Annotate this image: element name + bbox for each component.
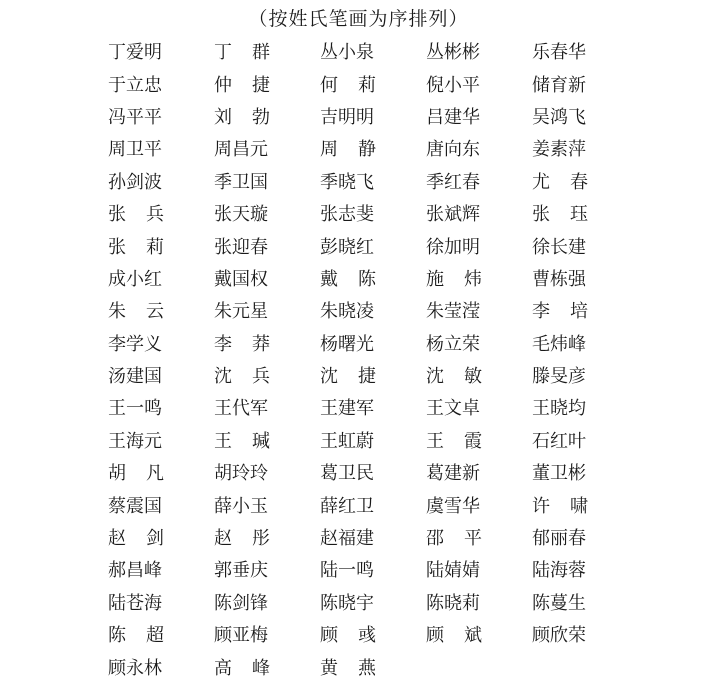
name-entry: 丁爱明 xyxy=(108,42,162,64)
name-entry: 赵 彤 xyxy=(214,528,270,550)
name-entry: 吴鸿飞 xyxy=(532,106,586,128)
name-entry: 顾永林 xyxy=(108,657,162,679)
name-entry: 薛小玉 xyxy=(214,495,268,517)
name-entry: 李 莽 xyxy=(214,333,270,355)
name-entry: 王海元 xyxy=(108,430,162,452)
name-entry: 吕建华 xyxy=(426,106,480,128)
name-entry: 胡 凡 xyxy=(108,463,164,485)
name-entry: 周卫平 xyxy=(108,139,162,161)
name-entry: 沈 敏 xyxy=(426,366,482,388)
name-entry: 高 峰 xyxy=(214,657,270,679)
name-entry: 陈晓莉 xyxy=(426,592,480,614)
name-entry: 郁丽春 xyxy=(532,528,586,550)
name-entry: 王代军 xyxy=(214,398,268,420)
name-entry: 储育新 xyxy=(532,74,586,96)
name-entry: 许 啸 xyxy=(532,495,588,517)
name-entry: 张 珏 xyxy=(532,204,588,226)
name-entry: 赵 剑 xyxy=(108,528,164,550)
name-entry: 虞雪华 xyxy=(426,495,480,517)
name-entry: 杨曙光 xyxy=(320,333,374,355)
name-entry: 陆婧婧 xyxy=(426,560,480,582)
name-entry: 仲 捷 xyxy=(214,74,270,96)
name-entry: 徐长建 xyxy=(532,236,586,258)
name-entry: 彭晓红 xyxy=(320,236,374,258)
name-entry: 尤 春 xyxy=(532,171,588,193)
name-entry: 何 莉 xyxy=(320,74,376,96)
name-entry: 季红春 xyxy=(426,171,480,193)
name-entry: 丛小泉 xyxy=(320,42,374,64)
name-entry: 王晓均 xyxy=(532,398,586,420)
name-entry: 陈晓宇 xyxy=(320,592,374,614)
name-entry: 郝昌峰 xyxy=(108,560,162,582)
name-entry: 张斌辉 xyxy=(426,204,480,226)
name-entry: 张 兵 xyxy=(108,204,164,226)
name-entry: 赵福建 xyxy=(320,528,374,550)
name-entry: 薛红卫 xyxy=(320,495,374,517)
name-entry: 胡玲玲 xyxy=(214,463,268,485)
name-entry: 戴国权 xyxy=(214,268,268,290)
name-entry: 陈 超 xyxy=(108,625,164,647)
name-entry: 王 瑊 xyxy=(214,430,270,452)
name-entry: 顾 彧 xyxy=(320,625,376,647)
name-entry: 周昌元 xyxy=(214,139,268,161)
name-entry: 黄 燕 xyxy=(320,657,376,679)
name-entry: 王文卓 xyxy=(426,398,480,420)
name-entry: 蔡震国 xyxy=(108,495,162,517)
name-entry: 沈 兵 xyxy=(214,366,270,388)
name-entry: 陈剑锋 xyxy=(214,592,268,614)
name-entry: 张天璇 xyxy=(214,204,268,226)
name-entry: 王建军 xyxy=(320,398,374,420)
name-entry: 成小红 xyxy=(108,268,162,290)
name-entry: 乐春华 xyxy=(532,42,586,64)
name-entry: 唐向东 xyxy=(426,139,480,161)
name-entry: 丛彬彬 xyxy=(426,42,480,64)
name-entry: 顾欣荣 xyxy=(532,625,586,647)
name-entry: 吉明明 xyxy=(320,106,374,128)
name-entry: 杨立荣 xyxy=(426,333,480,355)
name-entry: 姜素萍 xyxy=(532,139,586,161)
name-entry: 陆苍海 xyxy=(108,592,162,614)
name-entry: 王一鸣 xyxy=(108,398,162,420)
name-entry: 葛建新 xyxy=(426,463,480,485)
name-entry: 沈 捷 xyxy=(320,366,376,388)
name-list xyxy=(108,37,638,685)
name-entry: 葛卫民 xyxy=(320,463,374,485)
name-entry: 汤建国 xyxy=(108,366,162,388)
name-entry: 王 霞 xyxy=(426,430,482,452)
name-entry: 滕旻彦 xyxy=(532,366,586,388)
name-entry: 石红叶 xyxy=(532,430,586,452)
name-entry: 张志斐 xyxy=(320,204,374,226)
name-entry: 刘 勃 xyxy=(214,106,270,128)
name-entry: 倪小平 xyxy=(426,74,480,96)
name-entry: 于立忠 xyxy=(108,74,162,96)
name-entry: 戴 陈 xyxy=(320,268,376,290)
name-entry: 朱莹滢 xyxy=(426,301,480,323)
name-entry: 徐加明 xyxy=(426,236,480,258)
name-entry: 冯平平 xyxy=(108,106,162,128)
page-title: （按姓氏笔画为序排列） xyxy=(248,8,469,30)
name-entry: 顾亚梅 xyxy=(214,625,268,647)
name-entry: 张 莉 xyxy=(108,236,164,258)
name-entry: 王虹蔚 xyxy=(320,430,374,452)
name-entry: 施 炜 xyxy=(426,268,482,290)
name-entry: 李学义 xyxy=(108,333,162,355)
name-entry: 陆海蓉 xyxy=(532,560,586,582)
name-entry: 李 培 xyxy=(532,301,588,323)
name-entry: 丁 群 xyxy=(214,42,270,64)
name-entry: 毛炜峰 xyxy=(532,333,586,355)
name-entry: 陈蔓生 xyxy=(532,592,586,614)
name-entry: 朱 云 xyxy=(108,301,164,323)
name-entry: 董卫彬 xyxy=(532,463,586,485)
name-entry: 季晓飞 xyxy=(320,171,374,193)
name-entry: 周 静 xyxy=(320,139,376,161)
name-entry: 邵 平 xyxy=(426,528,482,550)
name-entry: 曹栋强 xyxy=(532,268,586,290)
name-entry: 陆一鸣 xyxy=(320,560,374,582)
name-entry: 顾 斌 xyxy=(426,625,482,647)
name-entry: 季卫国 xyxy=(214,171,268,193)
name-entry: 孙剑波 xyxy=(108,171,162,193)
name-entry: 朱晓凌 xyxy=(320,301,374,323)
name-entry: 朱元星 xyxy=(214,301,268,323)
name-entry: 郭垂庆 xyxy=(214,560,268,582)
name-entry: 张迎春 xyxy=(214,236,268,258)
